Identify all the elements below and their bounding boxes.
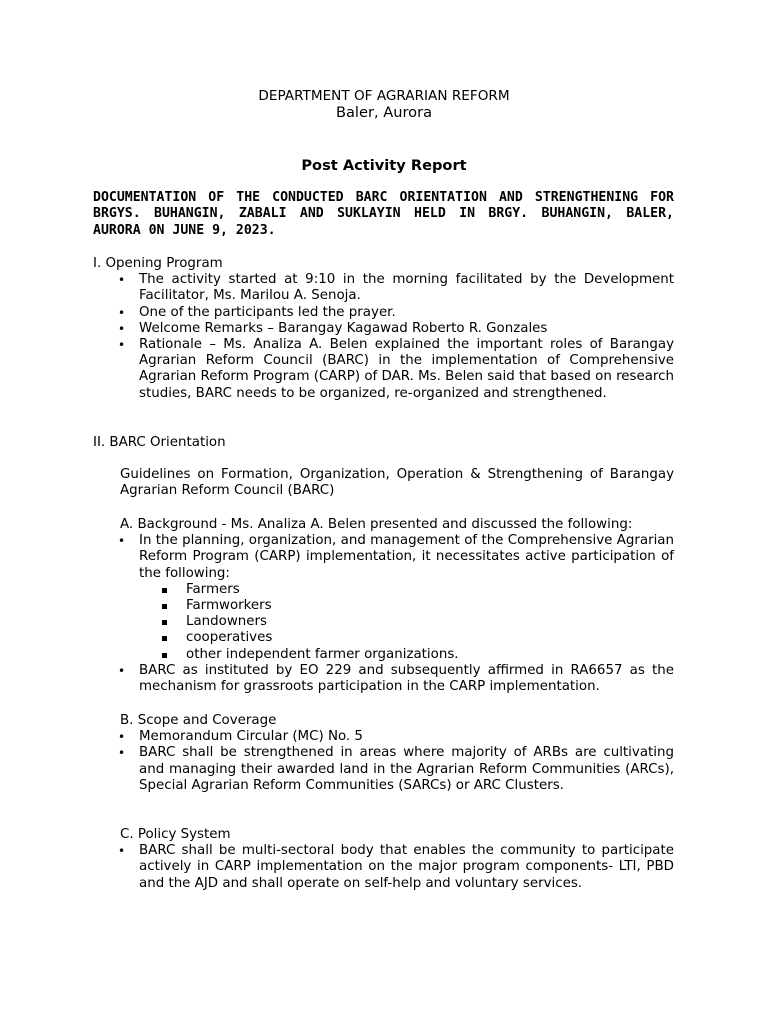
- opening-program-list: [93, 272, 674, 402]
- report-title: Post Activity Report: [301, 157, 467, 174]
- list-item: • Memorandum Circular (MC) No. 5: [118, 729, 363, 745]
- background-list-continued: [93, 663, 674, 695]
- square-bullet-icon: [162, 588, 167, 593]
- list-item: • BARC as instituted by EO 229 and subsequently affirmed in RA6657 as the mechanism for grassroots participation in the CARP implementation.: [118, 662, 674, 695]
- participants-list: [93, 582, 674, 663]
- list-item: • One of the participants led the prayer.: [118, 304, 396, 320]
- subsection-scope-coverage: [93, 713, 674, 794]
- bullet-icon: •: [118, 273, 126, 288]
- scope-list: [93, 729, 674, 794]
- list-item: • The activity started at 9:10 in the morning facilitated by the Development Facilitator, Ms. Marilou A. Senoja.: [118, 272, 674, 304]
- list-item: • BARC shall be multi-sectoral body that enables the community to participate actively in CARP implementation on the major program components- LTI, PBD and the AJD and shall operate on self-help and voluntary services.: [118, 843, 674, 891]
- subsection-title: C. Policy System: [120, 827, 231, 842]
- bullet-icon: •: [118, 844, 126, 859]
- documentation-heading: DOCUMENTATION OF THE CONDUCTED BARC ORIENTATION AND STRENGTHENING FOR BRGYS. BUHANGIN, ZABALI AND SUKLAYIN HELD IN BRGY. BUHANGIN, BALER, AURORA 0N JUNE 9, 2023.: [93, 190, 674, 238]
- section-title: II. BARC Orientation: [93, 435, 226, 450]
- subsection-background: [93, 517, 674, 695]
- list-item: • Rationale – Ms. Analiza A. Belen explained the important roles of Barangay Agrarian Reform Council (BARC) in the implementation of Comprehensive Agrarian Reform Program (CARP) of DAR. Ms. Belen said that based on research studies, BARC needs to be organized, re-organized and strengthened.: [118, 337, 674, 401]
- section-barc-orientation: [93, 435, 674, 451]
- bullet-icon: •: [118, 746, 126, 761]
- square-bullet-icon: [162, 604, 167, 609]
- square-bullet-icon: [162, 636, 167, 641]
- square-bullet-icon: [162, 620, 167, 625]
- bullet-icon: •: [118, 305, 126, 320]
- policy-list: [93, 843, 674, 892]
- participant-item: Landowners: [93, 614, 674, 630]
- participant-item: Farmers: [93, 582, 674, 598]
- section-title: I. Opening Program: [93, 256, 223, 271]
- bullet-icon: •: [118, 534, 126, 549]
- subsection-policy-system: [93, 827, 674, 892]
- participant-item: Farmworkers: [93, 598, 674, 614]
- list-item: • BARC shall be strengthened in areas where majority of ARBs are cultivating and managing their awarded land in the Agrarian Reform Communities (ARCs), Special Agrarian Reform Communities (SARCs) or ARC Clusters.: [118, 745, 674, 793]
- bullet-icon: •: [118, 321, 126, 336]
- agency-location: Baler, Aurora: [335, 104, 433, 121]
- list-item: • Welcome Remarks – Barangay Kagawad Roberto R. Gonzales: [118, 320, 548, 336]
- bullet-icon: •: [118, 730, 126, 745]
- bullet-icon: •: [118, 338, 126, 353]
- square-bullet-icon: [162, 653, 167, 658]
- participant-item: other independent farmer organizations.: [93, 647, 674, 663]
- guidelines-paragraph: Guidelines on Formation, Organization, Operation & Strengthening of Barangay Agrarian Reform Council (BARC): [120, 467, 674, 499]
- list-item: • In the planning, organization, and management of the Comprehensive Agrarian Reform Program (CARP) implementation, it necessitates active participation of the following:: [118, 533, 674, 581]
- bullet-icon: •: [118, 663, 126, 678]
- participant-item: cooperatives: [93, 630, 674, 646]
- agency-name: DEPARTMENT OF AGRARIAN REFORM: [258, 88, 510, 104]
- subsection-title: B. Scope and Coverage: [120, 713, 277, 728]
- subsection-title: A. Background - Ms. Analiza A. Belen presented and discussed the following:: [120, 517, 633, 532]
- background-list: [93, 533, 674, 582]
- section-opening-program: [93, 256, 674, 402]
